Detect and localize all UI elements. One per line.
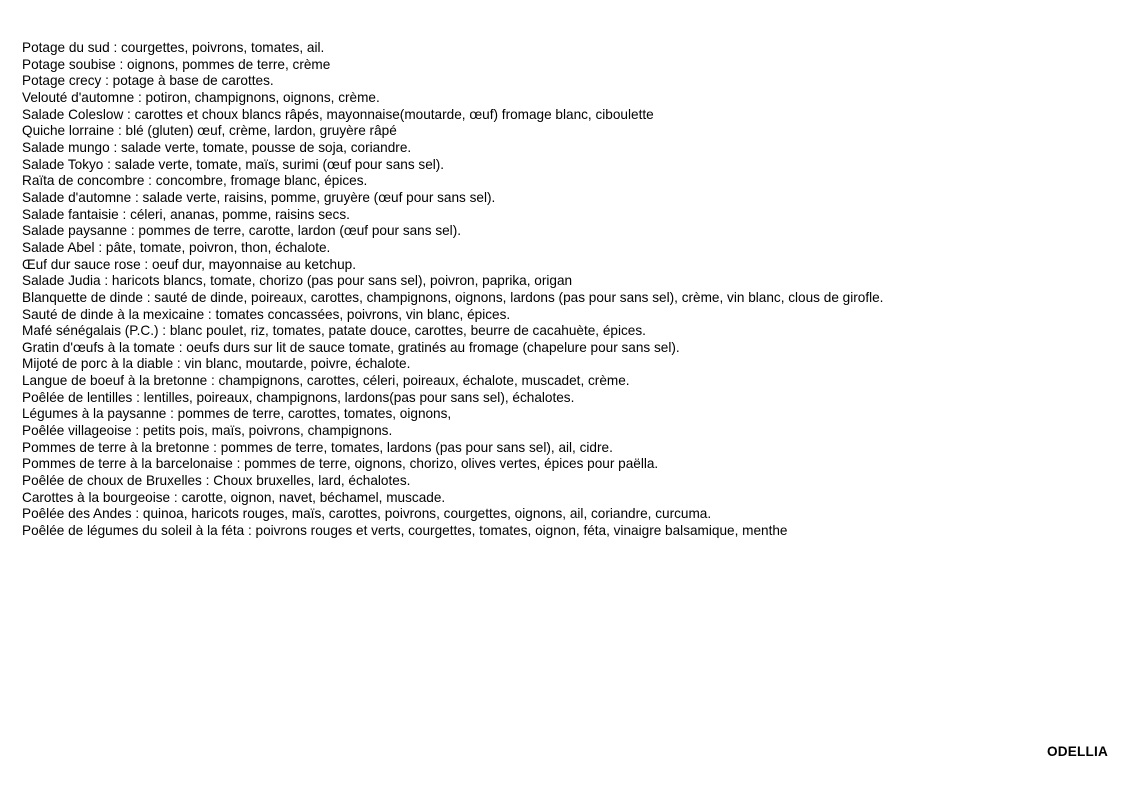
recipe-line: Salade Abel : pâte, tomate, poivron, thon, échalote. bbox=[22, 239, 331, 255]
recipe-line: Poêlée de lentilles : lentilles, poireaux, champignons, lardons(pas pour sans sel), échalotes. bbox=[22, 389, 575, 405]
recipe-line: Pommes de terre à la barcelonaise : pommes de terre, oignons, chorizo, olives vertes, épices pour paëlla. bbox=[22, 456, 659, 472]
recipe-line: Raïta de concombre : concombre, fromage blanc, épices. bbox=[22, 173, 368, 189]
recipe-line: Sauté de dinde à la mexicaine : tomates concassées, poivrons, vin blanc, épices. bbox=[22, 306, 511, 322]
recipe-line: Mijoté de porc à la diable : vin blanc, moutarde, poivre, échalote. bbox=[22, 356, 411, 372]
recipe-line: Potage du sud : courgettes, poivrons, tomates, ail. bbox=[22, 40, 325, 55]
recipe-line: Poêlée de choux de Bruxelles : Choux bruxelles, lard, échalotes. bbox=[22, 473, 411, 489]
recipe-line: Salade fantaisie : céleri, ananas, pomme, raisins secs. bbox=[22, 206, 350, 222]
recipe-line: Blanquette de dinde : sauté de dinde, poireaux, carottes, champignons, oignons, lardons (pas pour sans sel), crème, vin blanc, clous de girofle. bbox=[22, 289, 884, 305]
recipe-line: Salade paysanne : pommes de terre, carotte, lardon (œuf pour sans sel). bbox=[22, 223, 461, 239]
recipe-line: Salade Judia : haricots blancs, tomate, chorizo (pas pour sans sel), poivron, paprika, origan bbox=[22, 273, 573, 289]
recipe-line: Mafé sénégalais (P.C.) : blanc poulet, riz, tomates, patate douce, carottes, beurre de cacahuète, épices. bbox=[22, 323, 646, 339]
recipe-line: Salade Coleslow : carottes et choux blancs râpés, mayonnaise(moutarde, œuf) fromage blanc, ciboulette bbox=[22, 106, 654, 122]
recipe-line: Velouté d'automne : potiron, champignons, oignons, crème. bbox=[22, 89, 380, 105]
recipe-line: Poêlée de légumes du soleil à la féta : poivrons rouges et verts, courgettes, tomates, oignon, féta, vinaigre balsamique, menthe bbox=[22, 523, 788, 539]
recipe-line: Salade Tokyo : salade verte, tomate, maïs, surimi (œuf pour sans sel). bbox=[22, 156, 445, 172]
recipe-line: Carottes à la bourgeoise : carotte, oignon, navet, béchamel, muscade. bbox=[22, 489, 446, 505]
recipe-line: Œuf dur sauce rose : oeuf dur, mayonnaise au ketchup. bbox=[22, 256, 357, 272]
recipe-line: Poêlée villageoise : petits pois, maïs, poivrons, champignons. bbox=[22, 423, 393, 439]
recipe-list bbox=[22, 40, 1112, 540]
recipe-line: Potage soubise : oignons, pommes de terre, crème bbox=[22, 56, 331, 72]
recipe-line: Poêlée des Andes : quinoa, haricots rouges, maïs, carottes, poivrons, courgettes, oignons, ail, coriandre, curcuma. bbox=[22, 506, 712, 522]
recipe-line: Quiche lorraine : blé (gluten) œuf, crème, lardon, gruyère râpé bbox=[22, 123, 397, 139]
recipe-line: Salade d'automne : salade verte, raisins, pomme, gruyère (œuf pour sans sel). bbox=[22, 189, 496, 205]
recipe-line: Langue de boeuf à la bretonne : champignons, carottes, céleri, poireaux, échalote, muscadet, crème. bbox=[22, 373, 630, 389]
recipe-line: Salade mungo : salade verte, tomate, pousse de soja, coriandre. bbox=[22, 139, 412, 155]
recipe-line: Légumes à la paysanne : pommes de terre, carottes, tomates, oignons, bbox=[22, 406, 452, 422]
recipe-line: Pommes de terre à la bretonne : pommes de terre, tomates, lardons (pas pour sans sel), ail, cidre. bbox=[22, 439, 613, 455]
recipe-line: Gratin d'œufs à la tomate : oeufs durs sur lit de sauce tomate, gratinés au fromage (chapelure pour sans sel). bbox=[22, 339, 680, 355]
recipe-line: Potage crecy : potage à base de carottes. bbox=[22, 73, 274, 89]
footer-brand: ODELLIA bbox=[1046, 744, 1108, 759]
